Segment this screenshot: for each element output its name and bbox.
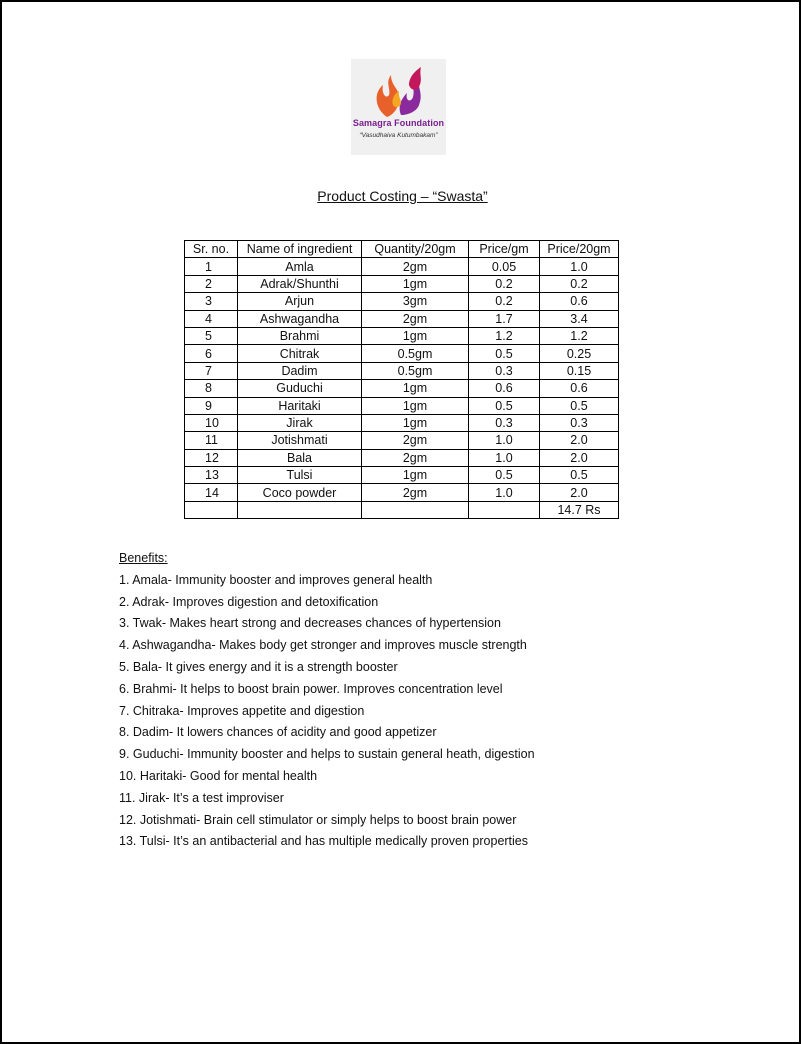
cell-quantity: 0.5gm: [362, 362, 469, 379]
cell-price-per-gm: 0.05: [469, 258, 540, 275]
cell-quantity: 1gm: [362, 414, 469, 431]
table-row: [185, 362, 619, 379]
cell-ingredient: Chitrak: [238, 345, 362, 362]
cell-ingredient: Haritaki: [238, 397, 362, 414]
table-row: [185, 414, 619, 431]
cell-price-per-20gm: 2.0: [540, 449, 619, 466]
cell-quantity: 2gm: [362, 484, 469, 501]
cell-ingredient: [238, 501, 362, 518]
cell-ingredient: Guduchi: [238, 380, 362, 397]
cell-quantity: 1gm: [362, 467, 469, 484]
cell-ingredient: Brahmi: [238, 327, 362, 344]
cell-price-per-20gm: 3.4: [540, 310, 619, 327]
table-row: [185, 397, 619, 414]
cell-sr-no: 14: [185, 484, 238, 501]
cell-sr-no: 9: [185, 397, 238, 414]
cell-sr-no: 3: [185, 293, 238, 310]
cell-ingredient: Tulsi: [238, 467, 362, 484]
table-row: [185, 345, 619, 362]
benefit-item: 13. Tulsi- It’s an antibacterial and has multiple medically proven properties: [119, 834, 529, 849]
cell-ingredient: Coco powder: [238, 484, 362, 501]
cell-price-per-20gm: 0.25: [540, 345, 619, 362]
benefit-item: 8. Dadim- It lowers chances of acidity and good appetizer: [119, 725, 437, 740]
benefit-item: 10. Haritaki- Good for mental health: [119, 768, 318, 783]
table-row: [185, 258, 619, 275]
benefit-item: 2. Adrak- Improves digestion and detoxification: [119, 594, 379, 609]
cell-sr-no: [185, 501, 238, 518]
cell-price-per-20gm: 0.3: [540, 414, 619, 431]
cell-ingredient: Amla: [238, 258, 362, 275]
cell-price-per-gm: 0.5: [469, 397, 540, 414]
cell-sr-no: 6: [185, 345, 238, 362]
cell-price-per-20gm: 2.0: [540, 432, 619, 449]
benefit-item: 9. Guduchi- Immunity booster and helps to sustain general heath, digestion: [119, 747, 535, 762]
cell-price-per-gm: 0.6: [469, 380, 540, 397]
benefits-heading: Benefits:: [119, 551, 168, 565]
cell-sr-no: 7: [185, 362, 238, 379]
costing-table: [184, 240, 619, 519]
cell-ingredient: Ashwagandha: [238, 310, 362, 327]
table-row: [185, 380, 619, 397]
header-price-per-gm: Price/gm: [469, 241, 540, 258]
logo-tagline: “Vasudhaiva Kutumbakam”: [359, 132, 438, 139]
table-row: [185, 327, 619, 344]
cell-quantity: 1gm: [362, 327, 469, 344]
cell-price-per-gm: 1.0: [469, 432, 540, 449]
cell-price-per-gm: 0.5: [469, 467, 540, 484]
table-row: [185, 310, 619, 327]
cell-quantity: [362, 501, 469, 518]
table-row: [185, 275, 619, 292]
benefit-item: 5. Bala- It gives energy and it is a strength booster: [119, 659, 398, 674]
cell-price-per-gm: 1.7: [469, 310, 540, 327]
cell-price-per-gm: 1.0: [469, 484, 540, 501]
table-row: [185, 449, 619, 466]
table-row: [185, 432, 619, 449]
table-row: [185, 501, 619, 518]
cell-sr-no: 13: [185, 467, 238, 484]
benefits-section: [119, 548, 535, 853]
cell-sr-no: 10: [185, 414, 238, 431]
table-row: [185, 484, 619, 501]
cell-ingredient: Arjun: [238, 293, 362, 310]
cell-sr-no: 1: [185, 258, 238, 275]
cell-ingredient: Jirak: [238, 414, 362, 431]
cell-sr-no: 2: [185, 275, 238, 292]
cell-ingredient: Bala: [238, 449, 362, 466]
cell-price-per-gm: 0.5: [469, 345, 540, 362]
cell-price-per-20gm: 0.2: [540, 275, 619, 292]
benefit-item: 6. Brahmi- It helps to boost brain power. Improves concentration level: [119, 681, 503, 696]
cell-sr-no: 5: [185, 327, 238, 344]
benefits-list: [119, 570, 535, 853]
cell-price-per-20gm: 1.0: [540, 258, 619, 275]
table-body: [185, 258, 619, 519]
benefit-item: 12. Jotishmati- Brain cell stimulator or simply helps to boost brain power: [119, 812, 517, 827]
cell-quantity: 2gm: [362, 449, 469, 466]
benefit-item: 3. Twak- Makes heart strong and decreases chances of hypertension: [119, 616, 501, 631]
header-price-per-20gm: Price/20gm: [540, 241, 619, 258]
table-header-row: [185, 241, 619, 258]
cell-price-per-gm: 0.3: [469, 414, 540, 431]
cell-quantity: 3gm: [362, 293, 469, 310]
cell-price-per-gm: 1.2: [469, 327, 540, 344]
cell-sr-no: 11: [185, 432, 238, 449]
cell-price-per-20gm: 14.7 Rs: [540, 501, 619, 518]
cell-quantity: 2gm: [362, 258, 469, 275]
samagra-foundation-logo: [351, 59, 446, 155]
benefit-item: 7. Chitraka- Improves appetite and digestion: [119, 703, 365, 718]
logo-name: Samagra Foundation: [352, 118, 445, 128]
cell-price-per-gm: [469, 501, 540, 518]
cell-sr-no: 4: [185, 310, 238, 327]
cell-ingredient: Dadim: [238, 362, 362, 379]
cell-ingredient: Jotishmati: [238, 432, 362, 449]
header-ingredient: Name of ingredient: [238, 241, 362, 258]
cell-ingredient: Adrak/Shunthi: [238, 275, 362, 292]
table-row: [185, 467, 619, 484]
page-title: Product Costing – “Swasta”: [317, 188, 488, 204]
benefit-item: 11. Jirak- It’s a test improviser: [119, 790, 284, 805]
cell-quantity: 2gm: [362, 432, 469, 449]
benefit-item: 1. Amala- Immunity booster and improves general health: [119, 572, 433, 587]
cell-quantity: 1gm: [362, 275, 469, 292]
cell-price-per-20gm: 0.5: [540, 397, 619, 414]
header-sr-no: Sr. no.: [185, 241, 238, 258]
table-row: [185, 293, 619, 310]
cell-price-per-gm: 0.3: [469, 362, 540, 379]
cell-price-per-20gm: 2.0: [540, 484, 619, 501]
cell-quantity: 0.5gm: [362, 345, 469, 362]
cell-sr-no: 12: [185, 449, 238, 466]
cell-price-per-20gm: 0.5: [540, 467, 619, 484]
cell-quantity: 2gm: [362, 310, 469, 327]
cell-quantity: 1gm: [362, 380, 469, 397]
cell-price-per-20gm: 1.2: [540, 327, 619, 344]
flame-hands-icon: [371, 65, 427, 119]
cell-quantity: 1gm: [362, 397, 469, 414]
cell-price-per-20gm: 0.15: [540, 362, 619, 379]
cell-sr-no: 8: [185, 380, 238, 397]
cell-price-per-20gm: 0.6: [540, 380, 619, 397]
cell-price-per-gm: 0.2: [469, 275, 540, 292]
benefit-item: 4. Ashwagandha- Makes body get stronger and improves muscle strength: [119, 638, 527, 653]
cell-price-per-gm: 1.0: [469, 449, 540, 466]
cell-price-per-gm: 0.2: [469, 293, 540, 310]
header-quantity: Quantity/20gm: [362, 241, 469, 258]
cell-price-per-20gm: 0.6: [540, 293, 619, 310]
